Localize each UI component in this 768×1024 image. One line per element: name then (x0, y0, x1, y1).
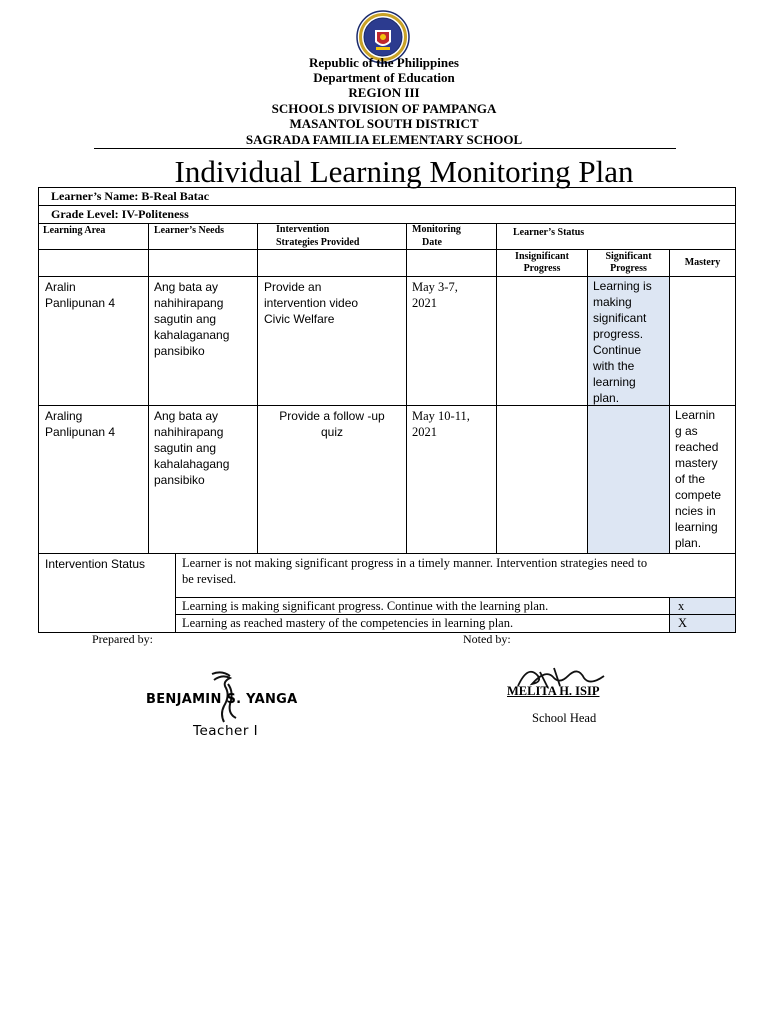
header-insignificant-1: Insignificant (515, 251, 569, 262)
row2-area-line: Araling (45, 409, 83, 423)
row1-area (45, 279, 115, 311)
row1-needs (154, 279, 229, 359)
row2-needs-line: nahihirapang (154, 425, 224, 439)
row1-significant-line: Continue (593, 343, 642, 357)
header-divider (94, 148, 676, 149)
header-cell-learning-area (38, 223, 149, 250)
intervention-option-3-text: Learning as reached mastery of the competencies in learning plan. (182, 616, 514, 630)
row1-needs-line: nahihirapang (154, 296, 224, 310)
header-line-division: SCHOOLS DIVISION OF PAMPANGA (271, 101, 497, 116)
row2-needs-cell (148, 405, 258, 554)
row1-needs-cell (148, 276, 258, 406)
row2-mastery (675, 407, 721, 551)
grade-level-row (38, 205, 736, 224)
row2-needs-line: sagutin ang (154, 441, 217, 455)
row1-significant-line: with the (593, 359, 635, 373)
row1-needs-line: pansibiko (154, 344, 205, 358)
header-cell-mastery (669, 249, 736, 277)
row2-area-cell (38, 405, 149, 554)
head-title: School Head (532, 711, 597, 725)
row2-date-line: May 10-11, (412, 409, 470, 423)
row2-strategy-line: quiz (320, 425, 343, 439)
header-cell-significant (587, 249, 670, 277)
intervention-status-label-cell (38, 553, 176, 633)
intervention-option-2-mark-cell (669, 597, 736, 615)
row1-date-line: 2021 (412, 296, 437, 310)
header-cell-intervention (257, 223, 407, 250)
intervention-option-1-line: Learner is not making significant progress in a timely manner. Intervention strategies need to (182, 556, 648, 570)
row1-area-cell (38, 276, 149, 406)
teacher-title: Teacher I (193, 723, 259, 739)
subheader-empty-strategy (257, 249, 407, 277)
row1-significant-line: Learning is (593, 279, 652, 293)
row2-needs-line: kahalahagang (154, 457, 230, 471)
row2-strategy-cell (257, 405, 407, 554)
header-significant-2: Progress (610, 263, 647, 274)
row1-area-line: Aralin (45, 280, 76, 294)
row1-area-line: Panlipunan 4 (45, 296, 116, 310)
row2-needs (154, 408, 229, 488)
row2-mastery-cell (669, 405, 736, 554)
row1-significant-line: making (593, 295, 632, 309)
row1-date-cell (406, 276, 497, 406)
row1-needs-line: sagutin ang (154, 312, 217, 326)
header-cell-insignificant (496, 249, 588, 277)
intervention-status-table (38, 553, 736, 633)
row2-mastery-line: compete (675, 488, 722, 502)
row2-area (45, 408, 115, 440)
intervention-option-1 (175, 553, 736, 598)
row1-strategy (264, 279, 358, 327)
row1-strategy-line: Provide an (264, 280, 322, 294)
header-significant-1: Significant (605, 251, 652, 262)
row2-mastery-line: ncies in (675, 504, 716, 518)
row1-significant-cell (587, 276, 670, 406)
row2-insignificant-cell (496, 405, 588, 554)
row1-mastery-cell (669, 276, 736, 406)
row2-mastery-line: learning (675, 520, 718, 534)
row2-mastery-line: plan. (675, 536, 702, 550)
row2-needs-line: pansibiko (154, 473, 205, 487)
header-intervention-2: Strategies Provided (276, 237, 360, 248)
row2-strategy-line: Provide a follow -up (279, 409, 385, 423)
header-cell-monitoring (406, 223, 497, 250)
row1-significant-line: plan. (593, 391, 620, 405)
intervention-option-2 (175, 597, 670, 615)
row1-insignificant-cell (496, 276, 588, 406)
header-line-school: SAGRADA FAMILIA ELEMENTARY SCHOOL (245, 132, 523, 147)
header-line-department: Department of Education (313, 70, 455, 85)
row1-date (412, 279, 458, 311)
head-name: MELITA H. ISIP (507, 684, 600, 698)
header-intervention-1: Intervention (276, 224, 330, 235)
row1-significant-line: learning (593, 375, 636, 389)
header-monitoring-1: Monitoring (412, 224, 461, 235)
header-line-district: MASANTOL SOUTH DISTRICT (289, 116, 479, 131)
intervention-option-1-text (182, 555, 647, 587)
row2-date-line: 2021 (412, 425, 437, 439)
intervention-option-3 (175, 614, 670, 633)
row1-needs-line: kahalaganang (154, 328, 230, 342)
intervention-option-3-mark-cell (669, 614, 736, 633)
row2-date-cell (406, 405, 497, 554)
grade-level-label: Grade Level: IV-Politeness (51, 207, 189, 221)
row2-mastery-line: reached (675, 440, 719, 454)
header-mastery: Mastery (684, 257, 721, 268)
prepared-by-label: Prepared by: (92, 632, 153, 646)
page-title: Individual Learning Monitoring Plan (174, 154, 634, 189)
learner-name-row (38, 187, 736, 206)
teacher-name: BENJAMIN S. YANGA (146, 692, 298, 707)
row2-mastery-line: g as (675, 424, 698, 438)
row1-significant-line: significant (593, 311, 647, 325)
row1-significant-line: progress. (593, 327, 644, 341)
row2-mastery-line: Learnin (675, 408, 716, 422)
intervention-option-2-text: Learning is making significant progress. Continue with the learning plan. (182, 599, 549, 613)
row2-strategy (258, 408, 406, 440)
intervention-status-label: Intervention Status (45, 557, 146, 571)
intervention-option-2-mark: x (678, 599, 685, 613)
header-cell-needs (148, 223, 258, 250)
subheader-empty-needs (148, 249, 258, 277)
header-line-republic: Republic of the Philippines (309, 55, 459, 70)
subheader-empty-date (406, 249, 497, 277)
header-line-region: REGION III (348, 85, 420, 100)
intervention-option-1-line: be revised. (182, 572, 237, 586)
row1-strategy-cell (257, 276, 407, 406)
row2-significant-cell (587, 405, 670, 554)
row2-needs-line: Ang bata ay (154, 409, 219, 423)
subheader-empty-area (38, 249, 149, 277)
learner-name-label: Learner’s Name: B-Real Batac (51, 189, 210, 203)
noted-by-label: Noted by: (463, 632, 511, 646)
header-needs: Learner’s Needs (154, 225, 225, 236)
row2-date (412, 408, 470, 440)
header-monitoring-2: Date (422, 237, 442, 248)
row1-date-line: May 3-7, (412, 280, 458, 294)
row2-mastery-line: mastery (675, 456, 718, 470)
row1-strategy-line: intervention video (264, 296, 359, 310)
header-learning-area: Learning Area (43, 225, 106, 236)
header-cell-status (496, 223, 736, 250)
header-insignificant-2: Progress (523, 263, 561, 274)
row2-mastery-line: of the (675, 472, 706, 486)
monitoring-table (38, 223, 736, 554)
row1-strategy-line: Civic Welfare (264, 312, 335, 326)
header-status: Learner’s Status (513, 227, 585, 238)
row2-area-line: Panlipunan 4 (45, 425, 116, 439)
row1-significant (593, 278, 652, 406)
intervention-option-3-mark: X (678, 616, 688, 630)
row1-needs-line: Ang bata ay (154, 280, 219, 294)
